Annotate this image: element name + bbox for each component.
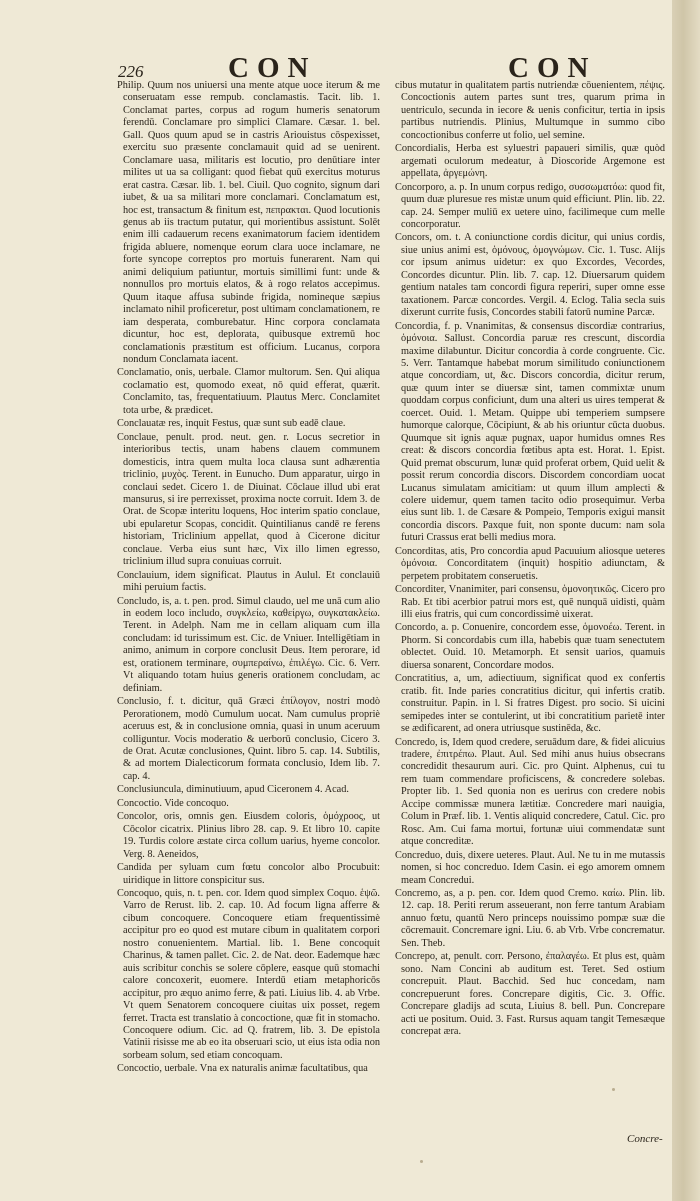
dictionary-entry: Concratitius, a, um, adiectiuum, significat quod ex confertis cratib. fit. Inde paries concratitius dicitur, qui infertis cratib. construitur. Papin. in l. Si fratres Digest. pro socio. Si uicini semipedes inter se contulerint, ut ibi concratitium parietē inter se ædificarent, ad onera utriusque sustinēda, &c. bbox=[395, 673, 665, 735]
right-column bbox=[395, 80, 665, 1039]
paper-speck bbox=[420, 1160, 423, 1163]
dictionary-entry: Concorditer, Vnanimiter, pari consensu, ὁμονοητικῶς. Cicero pro Rab. Et tibi acerbior patrui mors est, quē nunquā uidisti, quàm illi eius fratris, qui cum concordissimè uixerat. bbox=[395, 584, 665, 621]
dictionary-entry: Concrepo, at, penult. corr. Persono, ἐπαλαγέω. Et plus est, quàm sono. Nam Concini ab auditum est. Teret. Sed ostium concrepuit. Plaut. Bacchid. Sed huc concedam, nam concrepuerunt fores. Concrepare digitis, Cic. 3. Offic. Concrepare gladijs ad scuta, Liuius 8. bell. Pun. Concrepare acti ue positum. Ouid. 3. Fast. Rursus aquam tangit Temesæque concrepat æra. bbox=[395, 951, 665, 1037]
dictionary-entry: Conclauium, idem significat. Plautus in Aulul. Et conclauiū mihi peruium factis. bbox=[117, 569, 380, 594]
running-head-left: CON bbox=[228, 52, 317, 84]
dictionary-entry: Conclusio, f. t. dicitur, quā Græci ἐπίλογον, nostri modò Perorationem, modò Cumulum uocat. Nam cumulus propriè aceruus est, & in conclusione omnia, quasi in unum aceruum colliguntur. Vocis moderatio & uerborū conclusio, Cicero 3. de Orat. Acutæ conclusiones, Quint. libro 5. cap. 14. Subtilis, & ad mortem Dialecticorum formata conclusio, Idem lib. 7. cap. 4. bbox=[117, 696, 380, 782]
dictionary-entry: Concoquo, quis, n. t. pen. cor. Idem quod simplex Coquo. ἑψῶ. Varro de Rerust. lib. 2. cap. 10. Ad focum ligna afferre & cibum concoquere. Concoquere etiam frequentissimè accipitur pro eo quod est mutare cibum in qualitatem corpori nostro conuenientem. Martial. lib. 1. Bene concoquit Charinus, & tamen pallet. Cic. 2. de Nat. deor. Eademque hæc auis scribitur conchis se solere cōplere, easque quū stomachi calore concoxerit, euomere. Interdū etiam metaphoricōs accipitur, pro æquo animo ferre, & pati. Liuius lib. 4. ab Vrbe. Vt quem Senatorem concoquere ciuitas uix posset, regem ferret. Tracta est translatio à concoctione, quæ fit in stomacho. Concoquere odium. Cic. ad Q. fratrem, lib. 3. De epistola Vatinii risisse me ab eo ita obseruari scio, ut eius ista odia non sorbeam solum, sed etiam concoquam. bbox=[117, 888, 380, 1061]
dictionary-entry: Conclauatæ res, inquit Festus, quæ sunt sub eadē claue. bbox=[117, 418, 346, 430]
left-column bbox=[117, 80, 380, 1077]
dictionary-entry: Concordia, f. p. Vnanimitas, & consensus discordiæ contrarius, ὁμόνοια. Sallust. Concordia paruæ res crescunt, discordia maxime dilabuntur. Dicitur concordia à corde congruente. Cic. 5. Verr. Tantamque habebat morum similitudo coniunctionem atque concordiam, ut, &c. Discors concordia, dicitur rerum, quæ quum inter se diuersæ sint, tamen commixtæ unum quoddam corpus conficiunt, dum una alteri us uires temperat & coercet. Ouid. 1. Metam. Quippe ubi temperiem sumpsere humorque calorque, Cōcipiunt, & ab his oriuntur cūcta duobus. Quumque sit ignis aquæ pugnax, uapor humidus omnes Res creat: & discors concordia fœtibus apta est. Horat. 1. Epist. Quid premat obscurum, lunæ quid proferat orbem, Quid uelit & possit rerum concordia discors. Discordem concordiam uocat Lucanus simulatam amicitiam: ut quum illum amplecti & colere uidemur, quem tamen tacito odio prosequimur. Verba eius sunt lib. 1. de Cæsare & Pompeio, Temporis exigui mansit concordia discors. Paxque fuit, non sponte ducum: nam sola futuri Crassus erat belli medius mora. bbox=[395, 320, 665, 544]
paper-speck bbox=[612, 1088, 615, 1091]
dictionary-entry: Philip. Quum nos uniuersi una mente atque uoce iterum & me conseruatam esse rempub. conclamastis. Tacit. lib. 1. Conclamat partes, corpus ad rogum humeris senatorum ferendū. Conclamare pro simplici Clamare. Cæsar. 1. bel. Gall. Quos quum apud se in castris Ariouistus cōspexisset, exercitu suo præsente conclamauit quid ad se uenirent. Conclamare uasa, militaris est locutio, pro denūtiare inter milites ut ua sa colligant: quod fiebat quū exercitus moturus erat castra. Cæsar. lib. 1. bel. Ciuil. Quo cognito, signum dari iubet, & ua sa militari more conclamari. Conclamatum est, hoc est, transactum & finitum est, πεπρακται. Quod locutionis genus ab iis tractum putatur, qui morientibus assistunt. Solēt enim illi cadauerum recens exanimatorum faciem identidem frigida abluere, nomenque eorum clara uoce inclamare, ne forte syncope correptos pro mortuis funerarent. Nam qui animi deliquium patiuntur, mortuis simillimi funt: unde & nonnullos pro mortuis elatos, & à rogo relatos accepimus. Quum itaque affusa subinde frigida, nomineque sæpius inclamato nihil proficeretur, post ultimam conclamationem, re iam desperata, comburebatur. Hinc corpora conclamata dicuntur, hoc est, deplorata, quibusque extremū hoc conclamationis præstitum est officium. Lucanus, corpora nondum Conclamata iacent. bbox=[117, 80, 380, 365]
dictionary-entry: Conclaue, penult. prod. neut. gen. r. Locus secretior in interioribus tectis, unam habens clauem communem domesticis, intra quem multa loca clausa sunt adhærentia triclinio, μυχὸς. Terent. in Eunucho. Dum apparatur, uirgo in conclaui sedet. Cicero 1. de Diuinat. Cōclaue illud ubi erat mansurus, si ire perrexisset, proxima nocte corruit. Idem 3. de Orat. de Scopæ interitu loquens, Hoc interim spatio conclaue, ubi epularetur Scopas, concidit. Quintilianus candē re ferens historiam, Triclinium appellat, quod à Cicerone dicitur conclaue. Verba eius sunt hæc, Vix illo limen egresso, triclinium illud supra conuiuas corruit. bbox=[117, 431, 380, 568]
dictionary-entry: Concoctio, uerbale. Vna ex naturalis animæ facultatibus, qua bbox=[117, 1063, 368, 1075]
dictionary-entry: Concludo, is, a. t. pen. prod. Simul claudo, uel me unā cum alio in eodem loco includo, συγκλείω, καθείργω, συγκατακλείω. Terent. in Adelph. Nam me in cellam aliquam cum illa concludam: id turissimum est. Cic. de Vniuer. Intelligētiam in animo, animum in corpore conclusit Deus. Item perorare, id est, orationem terminare, συμπεραίνω, ἐπιλέγω. Cic. 6. Verr. Vt aliquando totam huius generis orationem concludam, ac definiam. bbox=[117, 595, 380, 694]
dictionary-entry: Concordialis, Herba est syluestri papaueri similis, quæ quòd argemati oculorum medeatur, à Dioscoride Argemone est appellata, ἀργεμώνη. bbox=[395, 143, 665, 180]
catchword: Concre- bbox=[627, 1133, 663, 1145]
dictionary-entry: Concors, om. t. A coniunctione cordis dicitur, qui unius cordis, siue unius animi est, ὁμόνους, ὁμογνώμων. Cic. 1. Tusc. Alijs cor ipsum animus uidetur: ex quo Excordes, Vecordes, Concordes dicuntur. Plin. lib. 7. cap. 12. Diuersarum quidem gentium natales tam concordi figura reperiri, super omne esse taxationem. Parcæ concordes. Vergil. 4. Eclog. Talia secla suis dixerunt currite fusis, Concordes stabili fatorū numine Parcæ. bbox=[395, 232, 665, 319]
page-number: 226 bbox=[118, 62, 144, 81]
dictionary-entry: Concolor, oris, omnis gen. Eiusdem coloris, ὁμόχροος, ut Cōcolor cicatrix. Plinius libro 28. cap. 9. Et libro 10. capite 19. Turdis colore æstate circa collum uarius, hyeme concolor. Verg. 8. Aeneidos, bbox=[117, 811, 380, 860]
binding-gutter bbox=[672, 0, 700, 1201]
dictionary-entry: Concoctio. Vide concoquo. bbox=[117, 797, 229, 809]
dictionary-entry: Concreduo, duis, dixere ueteres. Plaut. Aul. Ne tu in me mutassis nomen, si hoc concreduo. Idem Casin. ei ego amorem omnem meam Concredui. bbox=[395, 849, 665, 886]
dictionary-entry: Conclamatio, onis, uerbale. Clamor multorum. Sen. Qui aliqua coclamatio est, quomodo exeat, nō quid efferat, quærit. Conclamito, tas, frequentatiuum. Plautus Merc. Conclamitet tota urbe, & prædicet. bbox=[117, 367, 380, 416]
dictionary-entry: Concorditas, atis, Pro concordia apud Pacuuium aliosque ueteres ὁμόνοια. Concorditatem (inquit) hospitio adiunctam, & perpetem probitatem conseruetis. bbox=[395, 545, 665, 582]
dictionary-entry: Concorporo, a. p. In unum corpus redigo, συσσωματόω: quod fit, quum duæ pluresue res mistæ unum quid efficiunt. Plin. lib. 22. cap. 24. Semper muliū ex uetere uino, facilimeque cum melle concorporatur. bbox=[395, 181, 665, 230]
dictionary-entry: cibus mutatur in qualitatem partis nutriendæ cōuenientem, πέψις. Concoctionis autem partes sunt tres, quarum prima in uentriculo, secunda in iecore & uenis conficitur, tertia in ipsis partibus nutriendis. Plinius, Multumque in summo cibo concoctionibus conferre ut folio, uel semine. bbox=[395, 80, 665, 141]
dictionary-entry: Concordo, a. p. Conuenire, concordem esse, ὁμονοέω. Terent. in Phorm. Si concordabis cum illa, habebis quæ tuam senectutem oblectet. Ouid. 10. Metamorph. Et sensit uarios, quamuis diuersa sonarent, Concordare modos. bbox=[395, 622, 665, 671]
dictionary-entry: Candida per syluam cum fœtu concolor albo Procubuit: uiridique in littore conspicitur sus. bbox=[117, 862, 380, 886]
dictionary-entry: Concredo, is, Idem quod credere, seruādum dare, & fidei alicuius tradere, ἐπιτρέπω. Plaut. Aul. Sed mihi anus huius obsecrans concredidit thesaurum auri. Cic. pro Quint. Alphenus, cui tu rem tuam commendare proficiscens, & concredere solebas. Propter lib. 1. Sed quonia non es uerirus con credere nobis Accipe commissæ munera lætitiæ. Concredere mari nauigia, Colum in Præf. lib. 1. Ventis aliquid concredere, Catul. Cic. pro Rosc. Am. Cui fama mortui, fortunæ uiui commendatæ sunt atque concreditæ. bbox=[395, 736, 665, 848]
dictionary-entry: Conclusiuncula, diminutiuum, apud Ciceronem 4. Acad. bbox=[117, 784, 349, 796]
running-head-right: CON bbox=[508, 52, 597, 84]
dictionary-entry: Concremo, as, a p. pen. cor. Idem quod Cremo. καίω. Plin. lib. 12. cap. 18. Periti rerum asseuerant, non ferre tantum Arabiam annuo fœtu, quantū Nero princeps nouissimo pompæ suæ die cōcremauit. Concremare igni. Liu. 6. ab Vrb. Vrbe concrematur. Sen. Theb. bbox=[395, 888, 665, 949]
